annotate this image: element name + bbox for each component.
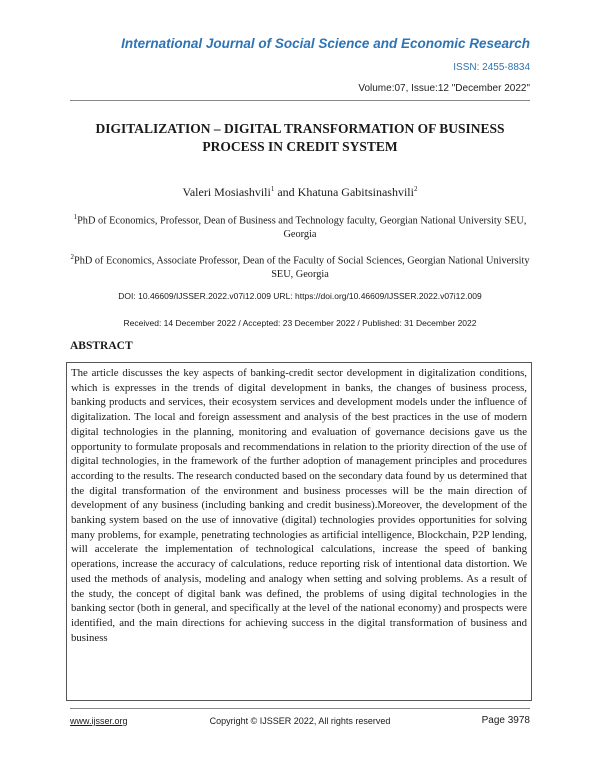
abstract-text: The article discusses the key aspects of banking-credit sector development in digitalization conditions, which is expresses in the trends of digital development in banks, the changes of business process, banking products and services, their ecosystem services and development models under the influence of digitalization. The local and foreign assessment and analysis of the best practices in the use of modern digital technologies in the planning, monitoring and evaluation of governance decisions gave us the opportunity to formulate proposals and recommendations in relation to the priority direction of the use of digital technologies, in the framework of the further adoption of management principles and procedures according to the results. The research conducted based on the secondary data found by us determined that the digital transformation of the environment and business processes will be the main direction of development of any business (including banking and credit business).Moreover, the development of the banking system based on the use of innovative (digital) technologies provides opportunities for solving many problems, for example, penetrating technologies as artificial intelligence, Blockchain, P2P lending, will accelerate the implementation of technological calculations, increase the speed of banking operations, increase the accuracy of calculations, reduce reporting risk of intentional data distortion. We used the methods of analysis, modeling and analogy when setting and solving problems. As a result of the study, the concept of digital bank was defined, the problems of using digital technologies in the banking sector (both in general, and specifically at the level of the national economy) and prospects were identified, and the main directions for achieving success in the digital transformation of business and business [71,367,527,644]
footer-copyright: Copyright © IJSSER 2022, All rights reserved [209,716,391,726]
issn: ISSN: 2455-8834 [453,62,530,73]
authors [70,185,530,200]
title-line-2: PROCESS IN CREDIT SYSTEM [202,139,398,154]
affiliation-1-text: PhD of Economics, Professor, Dean of Business and Technology faculty, Georgian National University SEU, Georgia [77,215,527,241]
footer-website-link[interactable]: www.ijsser.org [70,716,128,726]
abstract-box [66,362,532,701]
affiliation-1 [70,210,530,242]
author-separator: and [274,185,298,199]
author-1-sup: 1 [270,185,275,193]
author-1: Valeri Mosiashvili [182,185,271,199]
abstract-heading: ABSTRACT [70,340,133,352]
header-divider [70,100,530,101]
publication-dates: Received: 14 December 2022 / Accepted: 23 December 2022 / Published: 31 December 2022 [123,318,477,328]
article-title [70,120,530,156]
doi-line[interactable]: DOI: 10.46609/IJSSER.2022.v07i12.009 URL: https://doi.org/10.46609/IJSSER.2022.v07i12.009 [118,291,482,301]
volume-issue: Volume:07, Issue:12 "December 2022" [358,83,530,94]
affiliation-2-text: PhD of Economics, Associate Professor, Dean of the Faculty of Social Sciences, Georgian National University SEU, Georgia [73,255,530,281]
title-line-1: DIGITALIZATION – DIGITAL TRANSFORMATION OF BUSINESS [95,121,505,136]
affiliation-1-sup: 1 [73,213,78,221]
affiliation-2-sup: 2 [70,253,74,261]
author-2-sup: 2 [413,185,418,193]
page-number: Page 3978 [481,715,530,726]
author-2: Khatuna Gabitsinashvili [297,185,414,199]
footer-divider [70,708,530,709]
affiliation-2 [70,250,530,282]
journal-name: International Journal of Social Science and Economic Research [121,36,530,51]
